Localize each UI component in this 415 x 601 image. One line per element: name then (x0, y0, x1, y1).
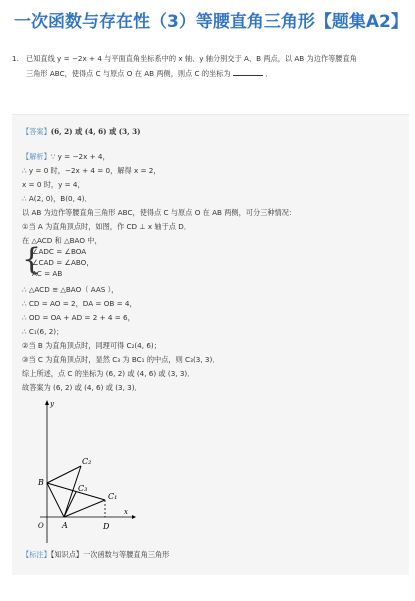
system-eq-0: ∠ADC = ∠BOA (32, 247, 87, 256)
label-x: x (124, 508, 128, 516)
note-text: 【知识点】一次函数与等腰直角三角形 (50, 550, 170, 559)
x-axis-arrow (132, 515, 136, 519)
question-text-2-end: ． (265, 69, 273, 78)
y-axis-arrow (45, 400, 49, 405)
label-C3: C₃ (78, 484, 88, 493)
analysis-line-9: ∴ OD = OA + AD = 2 + 4 = 6， (22, 313, 135, 322)
analysis-line-11: ②当 B 为直角顶点时，同理可得 C₂(4, 6)； (22, 341, 161, 350)
answer-line (22, 126, 141, 138)
label-C1: C₁ (108, 492, 118, 501)
geometry-figure (20, 397, 140, 545)
label-C2: C₂ (82, 457, 92, 466)
analysis-line-2: x = 0 时，y = 4， (22, 180, 85, 189)
note-label: 【标注】 (22, 550, 51, 559)
label-O: O (38, 522, 44, 530)
analysis-line-3: ∴ A(2, 0)，B(0, 4)． (22, 194, 92, 203)
analysis-line-5: ①当 A 为直角顶点时，如图，作 CD ⊥ x 轴于点 D． (22, 222, 191, 231)
question-text-2: 三角形 ABC，使得点 C 与原点 O 在 AB 两侧，则点 C 的坐标为 (26, 69, 231, 78)
label-y: y (50, 400, 54, 408)
analysis-line-12: ③当 C 为直角顶点时，显然 C₃ 为 BC₁ 的中点，则 C₃(3, 3)． (22, 355, 220, 364)
analysis-line-8: ∴ CD = AO = 2，DA = OB = 4， (22, 299, 137, 308)
analysis-line-14: 故答案为 (6, 2) 或 (4, 6) 或 (3, 3)． (22, 383, 142, 392)
analysis-line-1: ∴ y = 0 时，−2x + 4 = 0，解得 x = 2， (22, 166, 161, 175)
system-eq-2: AC = AB (32, 269, 63, 278)
analysis-line-10: ∴ C₁(6, 2)； (22, 327, 64, 336)
label-A: A (62, 521, 68, 530)
system-eq-1: ∠CAD = ∠ABO， (32, 258, 94, 267)
analysis-line-6: 在 △ACD 和 △BAO 中， (22, 236, 102, 245)
answer-value: (6, 2) 或 (4, 6) 或 (3, 3) (50, 127, 141, 136)
analysis-line-0: 【解析】∵ y = −2x + 4， (22, 152, 110, 161)
question (12, 52, 393, 81)
page-title: 一次函数与存在性（3）等腰直角三角形【题集A2】 (14, 12, 408, 32)
analysis-line-4: 以 AB 为边作等腰直角三角形 ABC，使得点 C 与原点 O 在 AB 两侧，可分三种情况： (22, 208, 297, 217)
analysis-label: 【解析】 (22, 152, 51, 161)
question-number: 1. (12, 54, 19, 63)
analysis-line-7: ∴ △ACD ≌ △BAO（ AAS ）， (22, 285, 119, 294)
label-B: B (38, 478, 44, 487)
answer-label: 【答案】 (22, 127, 51, 136)
label-D: D (103, 522, 110, 531)
note-line (22, 549, 169, 561)
system-brace: { (22, 242, 42, 277)
solution-box (12, 114, 409, 575)
answer-blank (233, 66, 263, 76)
analysis-line-13: 综上所述，点 C 的坐标为 (6, 2) 或 (4, 6) 或 (3, 3)． (22, 369, 195, 378)
question-text-1: 已知直线 y = −2x + 4 与平面直角坐标系中的 x 轴、y 轴分别交于 A、B 两点，以 AB 为边作等腰直角 (26, 54, 357, 63)
